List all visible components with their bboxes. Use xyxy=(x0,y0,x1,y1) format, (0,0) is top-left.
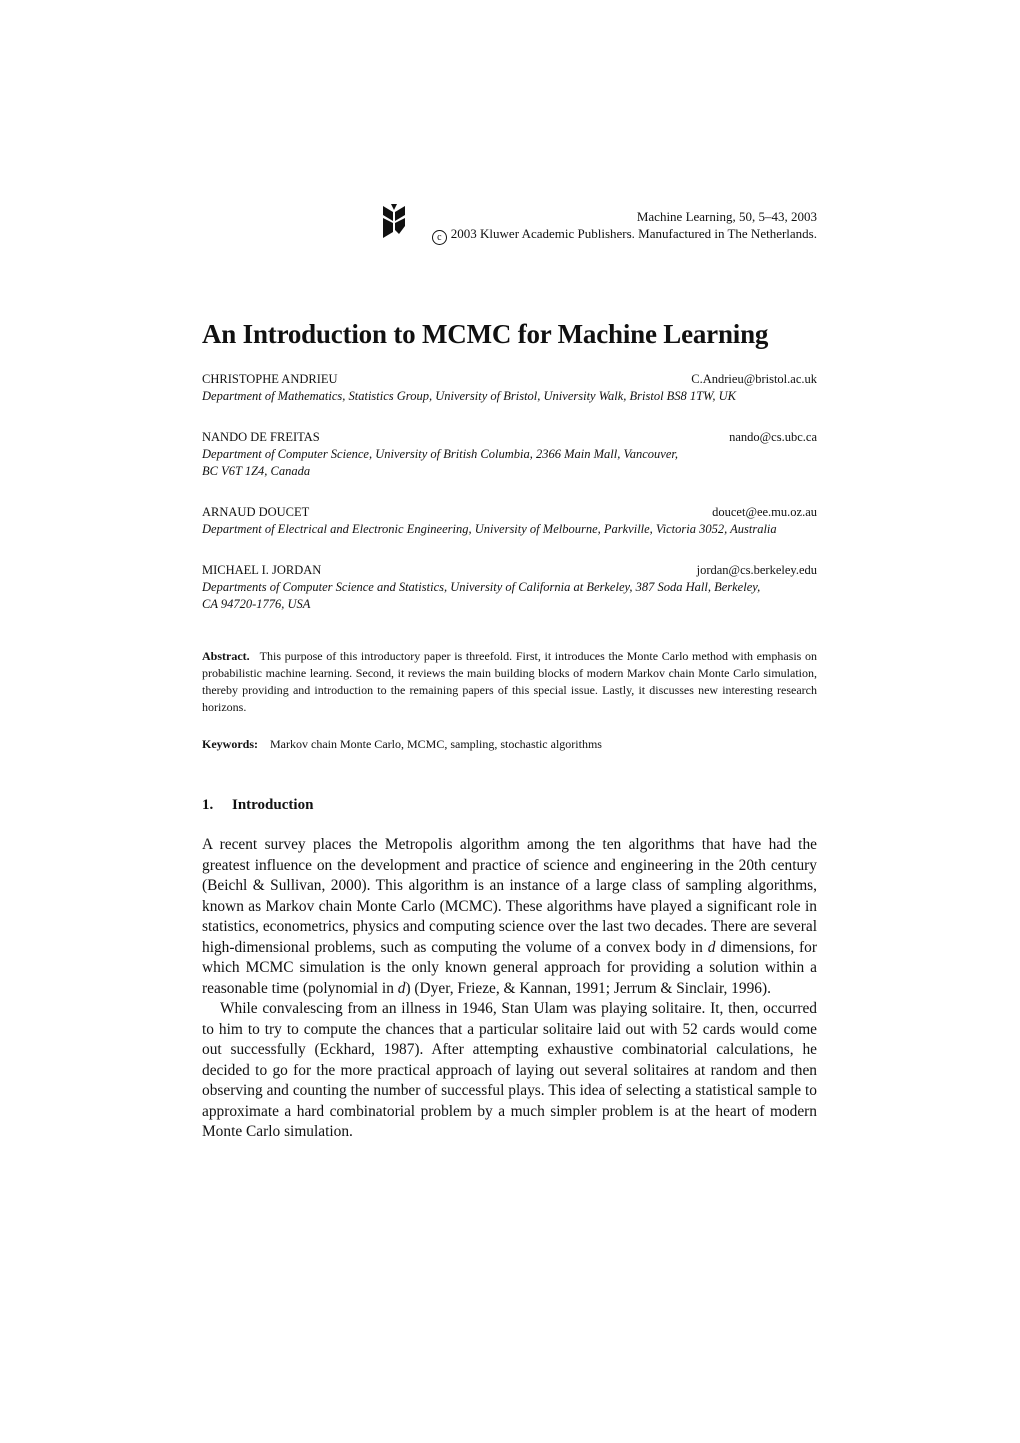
abstract xyxy=(202,648,817,716)
paragraph-text: dimensions, for which MCMC simulation is the only known general approach for providing a solution within a reasonable time (polynomial in xyxy=(202,938,817,997)
author-name: MICHAEL I. JORDAN xyxy=(202,563,322,577)
author-name: ARNAUD DOUCET xyxy=(202,505,310,519)
journal-citation: Machine Learning, 50, 5–43, 2003 xyxy=(636,209,817,224)
abstract-text: This purpose of this introductory paper is threefold. First, it introduces the Monte Carlo method with emphasis on probabilistic machine learning. Second, it reviews the main building blocks of modern Markov chain Monte Carlo simulation, thereby providing and introduction to the remaining papers of this special issue. Lastly, it discusses new interesting research horizons. xyxy=(202,649,817,714)
abstract-label: Abstract. xyxy=(202,649,250,663)
keywords-text: Markov chain Monte Carlo, MCMC, sampling, stochastic algorithms xyxy=(270,737,602,751)
author-affiliation: CA 94720-1776, USA xyxy=(202,597,311,611)
author-affiliation: Department of Electrical and Electronic Engineering, University of Melbourne, Parkville, Victoria 3052, Australia xyxy=(202,522,777,536)
header-lines xyxy=(432,208,817,245)
body-text xyxy=(202,835,817,1143)
author-affiliation: BC V6T 1Z4, Canada xyxy=(202,464,311,478)
author-affiliation: Departments of Computer Science and Statistics, University of California at Berkeley, 387 Soda Hall, Berkeley, xyxy=(202,580,761,594)
author-name: CHRISTOPHE ANDRIEU xyxy=(202,372,338,386)
math-variable: d xyxy=(397,979,406,997)
paper-title: An Introduction to MCMC for Machine Learning xyxy=(202,319,769,349)
section-number: 1. xyxy=(202,797,214,813)
publisher-logo-icon xyxy=(380,204,408,240)
author-affiliation: Department of Computer Science, University of British Columbia, 2366 Main Mall, Vancouver, xyxy=(202,447,678,461)
copyright-line xyxy=(432,225,817,245)
author-affiliation: Department of Mathematics, Statistics Group, University of Bristol, University Walk, Bristol BS8 1TW, UK xyxy=(202,389,737,403)
author-email[interactable]: C.Andrieu@bristol.ac.uk xyxy=(691,372,817,386)
author-email[interactable]: doucet@ee.mu.oz.au xyxy=(712,505,817,519)
copyright-icon: c xyxy=(432,230,447,245)
copyright-text: 2003 Kluwer Academic Publishers. Manufactured in The Netherlands. xyxy=(450,226,817,241)
author-block xyxy=(202,371,817,405)
author-block xyxy=(202,562,817,613)
math-variable: d xyxy=(707,938,716,956)
section-title: Introduction xyxy=(232,797,314,813)
keywords xyxy=(202,736,817,753)
author-email[interactable]: jordan@cs.berkeley.edu xyxy=(696,563,817,577)
paragraph: While convalescing from an illness in 1946, Stan Ulam was playing solitaire. It, then, occurred to him to try to compute the chances that a particular solitaire laid out with 52 cards would come out successfully (Eckhard, 1987). After attempting exhaustive combinatorial calculations, he decided to go for the more practical approach of laying out several solitaires at random and then observing and counting the number of successful plays. This idea of selecting a statistical sample to approximate a hard combinatorial problem by a much simpler problem is at the heart of modern Monte Carlo simulation. xyxy=(202,1000,817,1140)
paragraph-text: A recent survey places the Metropolis algorithm among the ten algorithms that have had the greatest influence on the development and practice of science and engineering in the 20th century (Beichl & Sullivan, 2000). This algorithm is an instance of a large class of sampling algorithms, known as Markov chain Monte Carlo (MCMC). These algorithms have played a significant role in statistics, econometrics, physics and computing science over the last two decades. There are several high-dimensional problems, such as computing the volume of a convex body in xyxy=(202,836,817,956)
journal-header xyxy=(380,204,817,244)
author-email[interactable]: nando@cs.ubc.ca xyxy=(729,430,817,444)
keywords-label: Keywords: xyxy=(202,737,258,751)
section-heading xyxy=(202,795,313,815)
author-block xyxy=(202,504,817,538)
author-block xyxy=(202,429,817,480)
paragraph xyxy=(202,835,817,999)
author-name: NANDO DE FREITAS xyxy=(202,430,320,444)
paragraph-text: ) (Dyer, Frieze, & Kannan, 1991; Jerrum & Sinclair, 1996). xyxy=(405,979,771,997)
